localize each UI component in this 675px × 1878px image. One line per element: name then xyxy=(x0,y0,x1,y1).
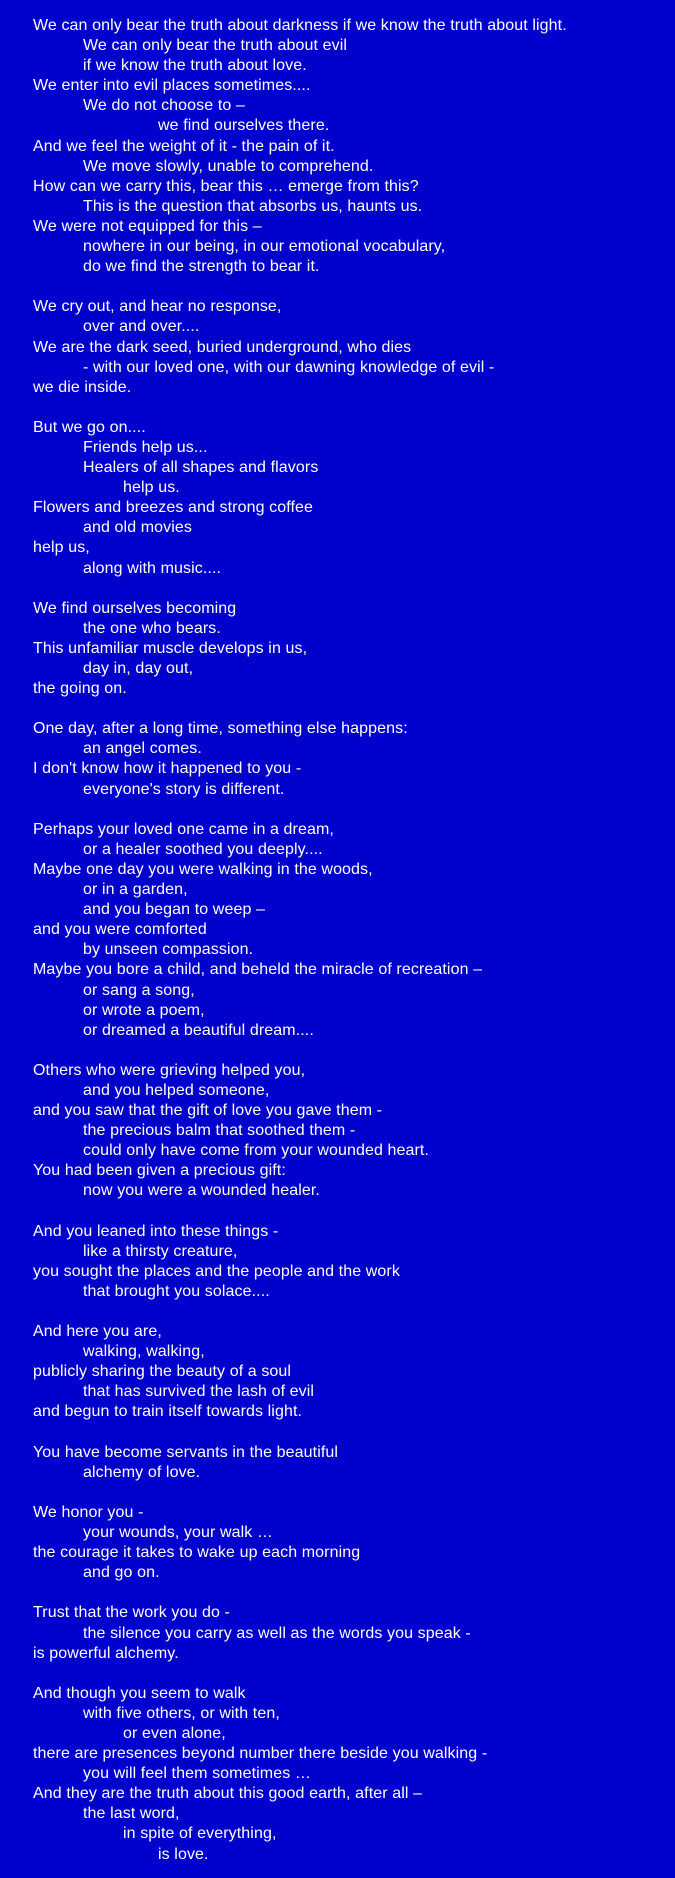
poem-line: We can only bear the truth about evil xyxy=(83,37,348,55)
poem-line: alchemy of love. xyxy=(83,1463,201,1481)
poem-line: One day, after a long time, something else happens: xyxy=(33,720,408,738)
poem-line: or wrote a poem, xyxy=(83,1001,205,1019)
poem-stanza xyxy=(33,1603,667,1663)
poem-line: the going on. xyxy=(33,680,127,698)
poem-line: an angel comes. xyxy=(83,740,202,758)
poem-stanza xyxy=(33,1061,667,1202)
poem-stanza xyxy=(33,16,667,277)
poem-line: in spite of everything, xyxy=(123,1825,277,1843)
poem-line: your wounds, your walk … xyxy=(83,1524,274,1542)
poem-stanza xyxy=(33,820,667,1041)
poem-line: and you helped someone, xyxy=(83,1081,270,1099)
poem-line: And though you seem to walk xyxy=(33,1684,246,1702)
poem-line: But we go on.... xyxy=(33,418,146,436)
poem-line: Trust that the work you do - xyxy=(33,1604,230,1622)
poem-line: - with our loved one, with our dawning knowledge of evil - xyxy=(83,358,495,376)
poem-line: and begun to train itself towards light. xyxy=(33,1403,303,1421)
poem-line: the last word, xyxy=(83,1805,180,1823)
poem-line: Perhaps your loved one came in a dream, xyxy=(33,820,334,838)
poem-line: Healers of all shapes and flavors xyxy=(83,459,319,477)
poem-line: along with music.... xyxy=(83,559,222,577)
poem-line: Friends help us... xyxy=(83,438,208,456)
poem-line: And you leaned into these things - xyxy=(33,1222,279,1240)
poem-stanza xyxy=(33,599,667,699)
poem-line: or dreamed a beautiful dream.... xyxy=(83,1021,314,1039)
poem-line: you will feel them sometimes … xyxy=(83,1765,311,1783)
poem-stanza xyxy=(33,1684,667,1865)
poem-line: you sought the places and the people and the work xyxy=(33,1262,400,1280)
poem-line: We can only bear the truth about darkness if we know the truth about light. xyxy=(33,17,567,34)
poem-line: And we feel the weight of it - the pain of it. xyxy=(33,137,335,155)
poem-line: How can we carry this, bear this … emerge from this? xyxy=(33,177,419,195)
poem-stanza xyxy=(33,1443,667,1483)
poem-line: You had been given a precious gift: xyxy=(33,1162,286,1180)
poem-stanza xyxy=(33,297,667,397)
poem-line: by unseen compassion. xyxy=(83,941,254,959)
poem-line: and you were comforted xyxy=(33,921,207,939)
poem-line: that has survived the lash of evil xyxy=(83,1383,315,1401)
poem-line: help us. xyxy=(123,479,180,497)
poem-line: or sang a song, xyxy=(83,981,195,999)
poem-line: publicly sharing the beauty of a soul xyxy=(33,1363,292,1381)
poem-line: We move slowly, unable to comprehend. xyxy=(83,157,374,175)
poem-line: nowhere in our being, in our emotional vocabulary, xyxy=(83,238,446,256)
poem-line: or even alone, xyxy=(123,1724,226,1742)
poem-line: help us, xyxy=(33,539,90,557)
poem-line: and go on. xyxy=(83,1564,160,1582)
poem-line: We find ourselves becoming xyxy=(33,599,237,617)
poem-line: or a healer soothed you deeply.... xyxy=(83,840,323,858)
poem-line: We honor you - xyxy=(33,1503,144,1521)
poem-body xyxy=(33,16,667,1865)
poem-line: Flowers and breezes and strong coffee xyxy=(33,499,314,517)
poem-line: the courage it takes to wake up each morning xyxy=(33,1544,361,1562)
poem-line: there are presences beyond number there beside you walking - xyxy=(33,1745,488,1763)
poem-line: day in, day out, xyxy=(83,660,194,677)
poem-stanza xyxy=(33,418,667,579)
poem-stanza xyxy=(33,1322,667,1422)
poem-line: over and over.... xyxy=(83,318,200,336)
poem-stanza xyxy=(33,719,667,799)
poem-line: that brought you solace.... xyxy=(83,1282,270,1300)
poem-stanza xyxy=(33,1503,667,1583)
poem-line: the one who bears. xyxy=(83,619,221,637)
poem-line: like a thirsty creature, xyxy=(83,1242,238,1260)
poem-line: And here you are, xyxy=(33,1323,162,1341)
poem-line: We cry out, and hear no response, xyxy=(33,298,282,316)
poem-line: and you saw that the gift of love you gave them - xyxy=(33,1102,383,1120)
poem-line: Maybe one day you were walking in the woods, xyxy=(33,860,373,878)
poem-line: we find ourselves there. xyxy=(158,117,330,135)
poem-line: could only have come from your wounded heart. xyxy=(83,1142,430,1160)
poem-line: everyone's story is different. xyxy=(83,780,285,798)
poem-line: Maybe you bore a child, and beheld the miracle of recreation – xyxy=(33,961,483,979)
poem-line: This is the question that absorbs us, haunts us. xyxy=(83,197,423,215)
poem-line: and old movies xyxy=(83,519,193,537)
poem-line: I don't know how it happened to you - xyxy=(33,760,302,778)
poem-line: now you were a wounded healer. xyxy=(83,1182,320,1200)
poem-line: is powerful alchemy. xyxy=(33,1644,179,1662)
poem-line: is love. xyxy=(158,1845,209,1863)
poem-line: or in a garden, xyxy=(83,881,188,899)
poem-line: This unfamiliar muscle develops in us, xyxy=(33,639,308,657)
poem-line: We do not choose to – xyxy=(83,97,245,115)
poem-line: and you began to weep – xyxy=(83,901,266,919)
poem-line: We were not equipped for this – xyxy=(33,217,262,235)
poem-line: walking, walking, xyxy=(83,1343,205,1361)
poem-line: You have become servants in the beautiful xyxy=(33,1443,339,1461)
poem-line: the precious balm that soothed them - xyxy=(83,1122,356,1140)
poem-line: And they are the truth about this good earth, after all – xyxy=(33,1785,423,1803)
poem-line: the silence you carry as well as the words you speak - xyxy=(83,1624,471,1642)
poem-line: We enter into evil places sometimes.... xyxy=(33,77,311,95)
poem-line: do we find the strength to bear it. xyxy=(83,258,320,276)
poem-line: if we know the truth about love. xyxy=(83,57,307,75)
poem-line: we die inside. xyxy=(33,378,132,396)
poem-line: We are the dark seed, buried underground, who dies xyxy=(33,338,412,356)
poem-line: with five others, or with ten, xyxy=(83,1704,280,1722)
poem-stanza xyxy=(33,1222,667,1302)
poem-line: Others who were grieving helped you, xyxy=(33,1061,306,1079)
